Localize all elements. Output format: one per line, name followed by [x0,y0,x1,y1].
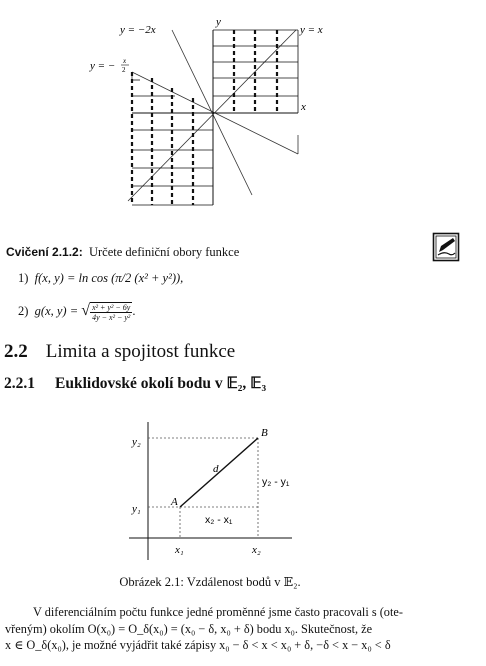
label-y-eq-minus-2x: y = −2x [120,24,156,36]
label-point-a: A [171,496,178,508]
label-y-eq-minus-half-x: y = − [90,60,116,72]
label-x1: x₁ [175,544,184,556]
domain-figure [0,0,486,240]
section-number: 2.2 [4,341,28,362]
segment-ab [180,438,258,507]
item1-expression: f(x, y) = ln cos (π/2 (x² + y²)), [34,271,184,285]
label-y-eq-x: y = x [300,24,323,36]
item2-denominator: 4y − x² − y² [92,313,131,323]
label-y-axis: y [216,16,221,28]
exercise-label: Cvičení 2.1.2: [6,245,83,259]
line-y-eq-x [128,30,296,201]
label-dx: x₂ - x₁ [205,514,233,526]
exercise-text: Určete definiční obory funkce [88,245,240,259]
paragraph-line-2: vřeným) okolím O(x₀) = O_δ(x₀) = (x₀ − δ, x₀ + δ) bodu x₀. Skutečnost, že [5,621,373,636]
paragraph-line-3: x ∈ O_δ(x₀), je možné vyjádřit také zápisy x₀ − δ < x < x₀ + δ, −δ < x − x₀ < δ [5,638,391,652]
body-paragraph [5,604,475,654]
section-heading [4,341,235,363]
figure-caption: Obrázek 2.1: Vzdálenost bodů v 𝔼₂. [119,575,301,589]
subsection-heading [4,374,266,393]
item2-fraction [90,302,132,322]
section-title: Limita a spojitost funkce [45,341,236,362]
distance-figure [0,420,486,565]
exercise-heading [6,245,239,260]
exercise-pencil-icon [432,232,460,262]
label-dy: y₂ - y₁ [262,476,290,488]
label-y1: y₁ [132,503,141,515]
item2-numerator: x² + y² − 6y [92,303,131,313]
item1-number: 1) [18,271,29,285]
subsection-title: Euklidovské okolí bodu v 𝔼₂, 𝔼₃ [55,375,267,392]
label-frac-num: x [123,57,127,65]
label-point-b: B [261,427,268,439]
item2-number: 2) [18,304,29,318]
exercise-item-2 [18,302,135,322]
label-y2: y₂ [132,436,141,448]
label-x-axis: x [301,101,306,113]
label-x2: x₂ [252,544,261,556]
label-distance-d: d [213,463,219,475]
exercise-item-1 [18,271,183,286]
subsection-number: 2.2.1 [4,375,35,392]
paragraph-line-1: V diferenciálním počtu funkce jedné proměnné jsme často pracovali s (ote- [33,605,403,619]
item2-tail: . [132,304,136,318]
item2-lhs: g(x, y) = [34,304,79,318]
sqrt-sign: √ [81,302,91,319]
label-frac-den: 2 [122,66,126,74]
